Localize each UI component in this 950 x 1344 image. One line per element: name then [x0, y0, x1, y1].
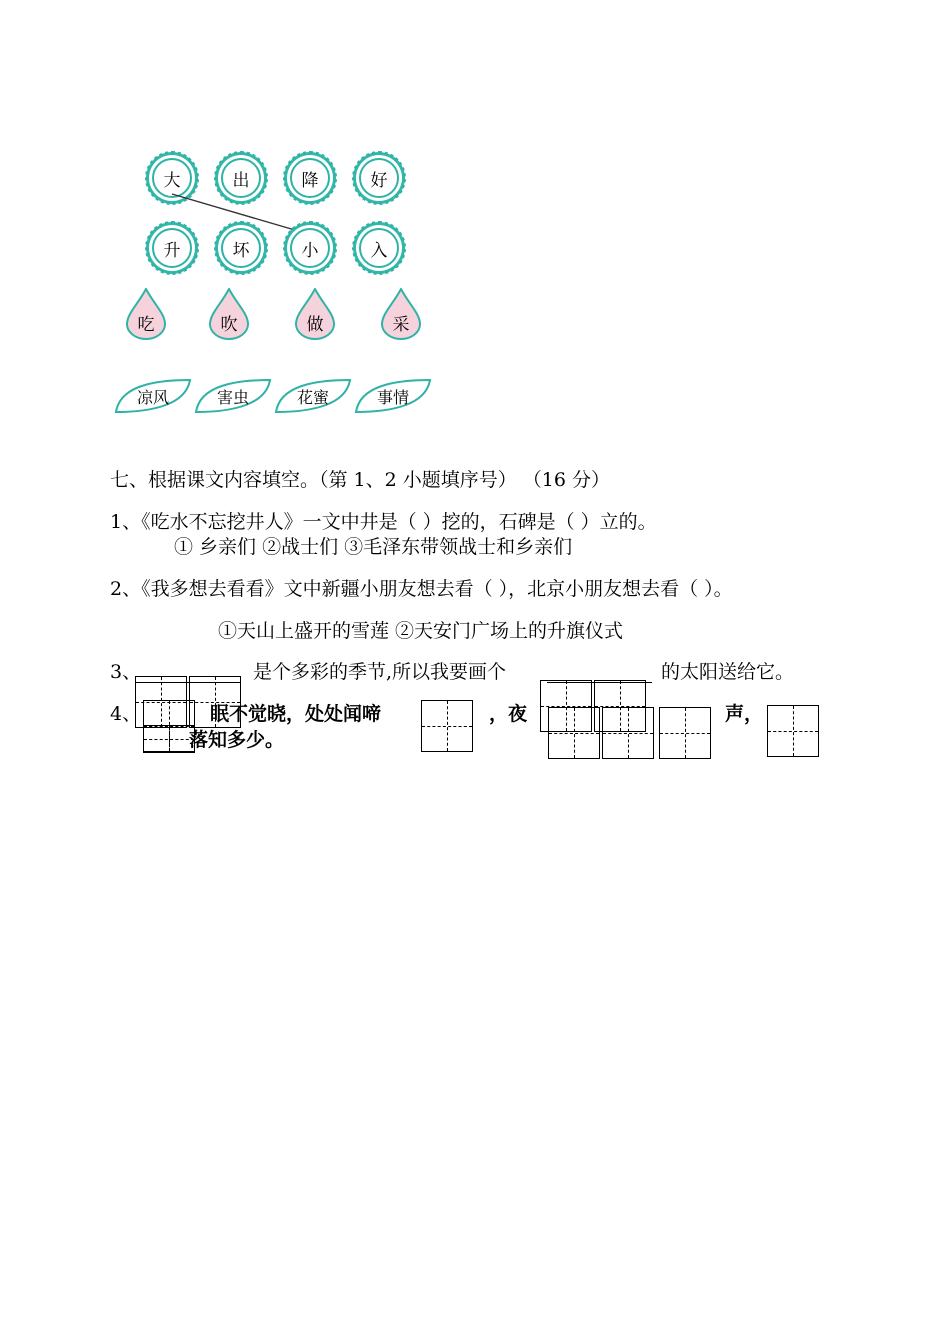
flower-huai[interactable]: 坏: [221, 228, 261, 268]
question-1: 1、《吃水不忘挖井人》一文中井是（ ）挖的，石碑是（ ）立的。: [110, 511, 657, 533]
question-4-number: 4、: [110, 703, 142, 725]
question-1-options: ① 乡亲们 ②战士们 ③毛泽东带领战士和乡亲们: [174, 536, 573, 558]
question-4-part4: 落知多少。: [189, 729, 285, 751]
flower-chu[interactable]: 出: [221, 158, 261, 198]
writing-grid[interactable]: [421, 700, 473, 752]
leaf-haichong[interactable]: 害虫: [194, 378, 272, 414]
writing-grid[interactable]: [548, 707, 600, 759]
flower-jiang[interactable]: 降: [290, 158, 330, 198]
flower-xiao[interactable]: 小: [290, 228, 330, 268]
leaf-liangfeng[interactable]: 凉风: [114, 378, 192, 414]
leaf-huami[interactable]: 花蜜: [274, 378, 352, 414]
drop-chi[interactable]: 吃: [126, 288, 166, 340]
section-title: 七、根据课文内容填空。（第 1、2 小题填序号） （16 分）: [110, 469, 611, 491]
question-4-part3: 声，: [725, 703, 764, 725]
question-3-number: 3、: [110, 661, 142, 683]
drop-zuo[interactable]: 做: [295, 288, 335, 340]
leaf-shiqing[interactable]: 事情: [354, 378, 432, 414]
writing-grid[interactable]: [602, 707, 654, 759]
flower-sheng[interactable]: 升: [152, 228, 192, 268]
drop-cai[interactable]: 采: [381, 288, 421, 340]
writing-grid[interactable]: [659, 707, 711, 759]
question-2: 2、《我多想去看看》文中新疆小朋友想去看（ ），北京小朋友想去看（ ）。: [110, 578, 733, 600]
question-2-options: ①天山上盛开的雪莲 ②天安门广场上的升旗仪式: [218, 620, 624, 642]
question-4-part2: ，夜: [489, 703, 528, 725]
match-line: [0, 0, 950, 300]
flower-ru[interactable]: 入: [359, 228, 399, 268]
writing-grid[interactable]: [143, 725, 195, 753]
drop-chui[interactable]: 吹: [209, 288, 249, 340]
writing-grid[interactable]: [767, 705, 819, 757]
flower-da[interactable]: 大: [152, 158, 192, 198]
question-3-end: 的太阳送给它。: [661, 661, 795, 683]
question-3-mid: 是个多彩的季节,所以我要画个: [253, 661, 507, 683]
question-4-part1: 眠不觉晓，处处闻啼: [210, 703, 382, 725]
flower-hao[interactable]: 好: [359, 158, 399, 198]
